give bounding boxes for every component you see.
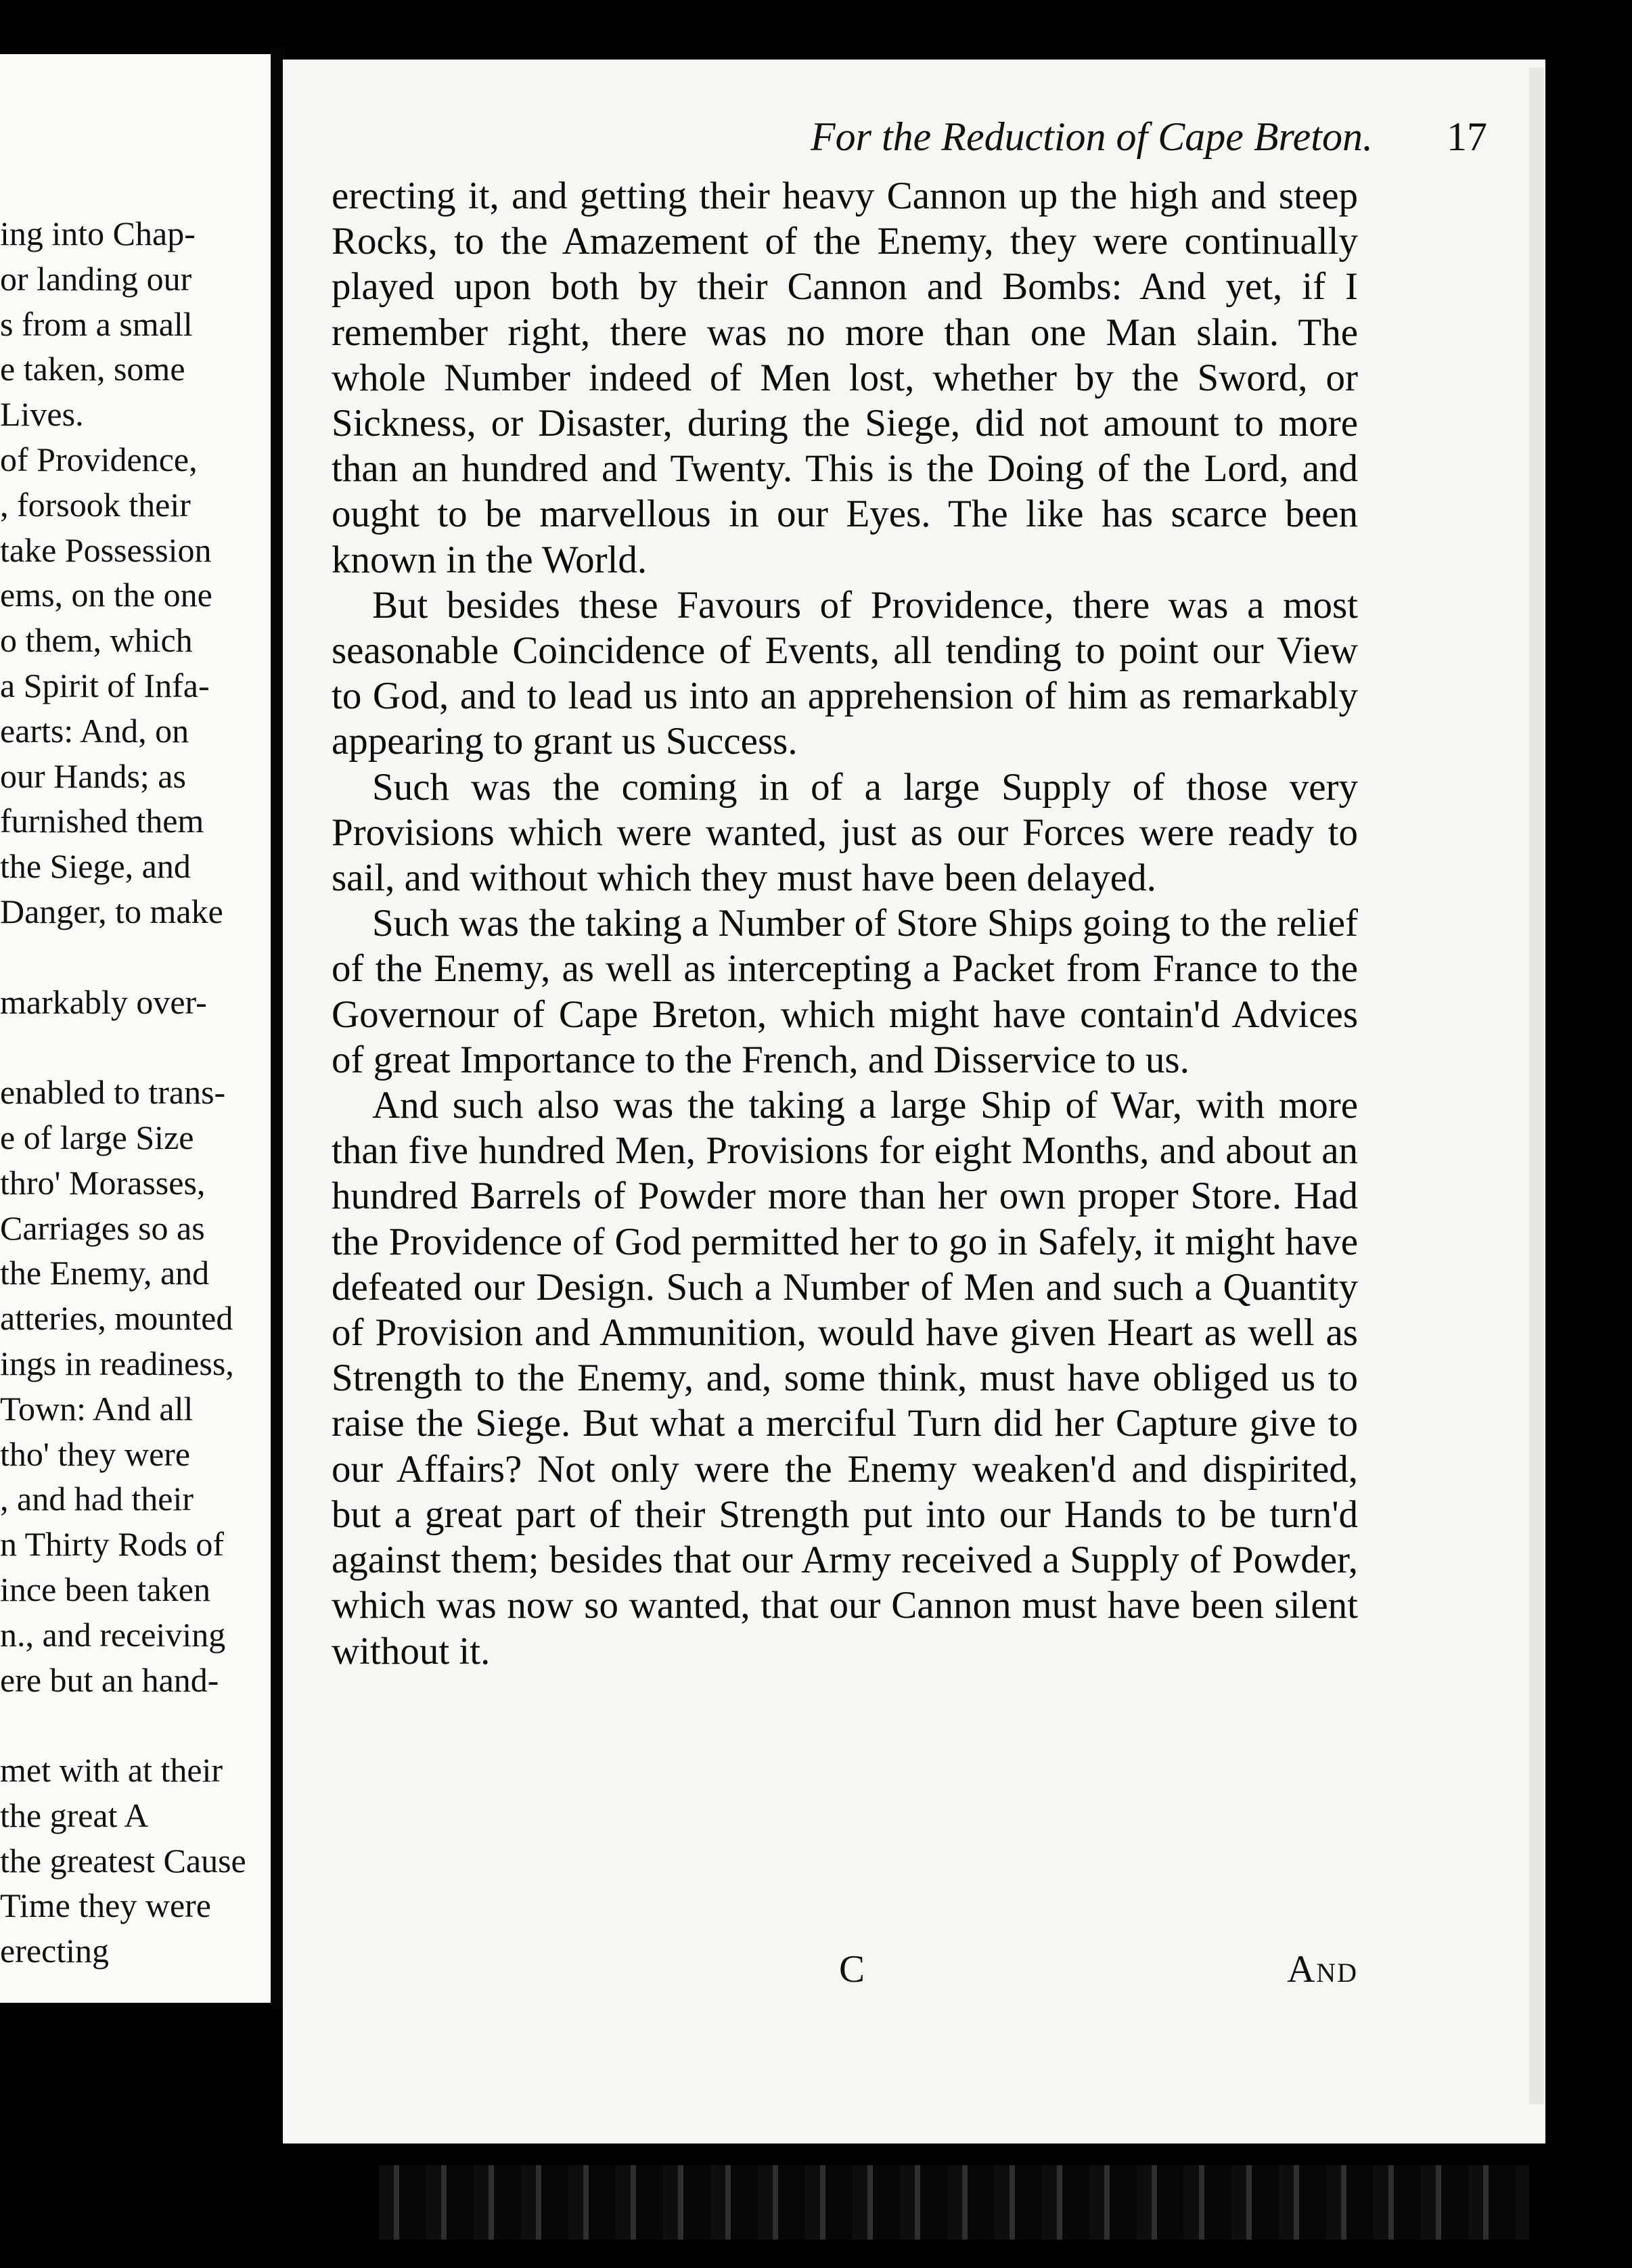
facing-page-line: ing into Chap- xyxy=(0,214,196,252)
facing-page-line: met with at their xyxy=(0,1751,223,1790)
facing-page-line: o them, which xyxy=(0,621,193,660)
page-footer xyxy=(332,1947,1358,2001)
facing-page-line: our Hands; as xyxy=(0,756,186,795)
facing-page-line: , forsook their xyxy=(0,485,191,524)
paragraph-3: Such was the coming in of a large Supply of those very Provisions which were wanted, just as our Forces were ready to sail, and without which they must have been delayed. xyxy=(332,765,1358,900)
facing-page-line: a Spirit of Infa- xyxy=(0,666,210,704)
facing-page-line: enabled to trans- xyxy=(0,1073,226,1112)
facing-page-line: the Enemy, and xyxy=(0,1254,210,1292)
body-text xyxy=(332,173,1358,1674)
facing-page-line: the great A xyxy=(0,1796,149,1834)
facing-page-line: Time they were xyxy=(0,1886,211,1925)
facing-page-line: of Providence, xyxy=(0,440,198,478)
facing-page-line: ems, on the one xyxy=(0,576,212,614)
facing-page-line: the Siege, and xyxy=(0,847,191,886)
facing-page-text xyxy=(0,211,271,1974)
facing-page-line: earts: And, on xyxy=(0,711,189,750)
facing-page-line: ere but an hand- xyxy=(0,1660,219,1699)
paragraph-1: erecting it, and getting their heavy Cannon up the high and steep Rocks, to the Amazement of the Enemy, they were continually played upon both by their Cannon and Bombs: And yet, if I remember right, there was no more than one Man slain. The whole Number indeed of Men lost, whether by the Sword, or Sickness, or Disaster, during the Siege, did not amount to more than an hundred and Twenty. This is the Doing of the Lord, and ought to be marvellous in our Eyes. The like has scarce been known in the World. xyxy=(332,175,1358,581)
facing-page-line: or landing our xyxy=(0,259,192,298)
facing-page-line: markably over- xyxy=(0,982,207,1021)
facing-page-line: e of large Size xyxy=(0,1118,194,1156)
facing-page-line: Lives. xyxy=(0,395,84,434)
catchword: And xyxy=(1287,1948,1358,1991)
facing-page-line: ince been taken xyxy=(0,1570,210,1608)
facing-page-line: s from a small xyxy=(0,304,193,343)
facing-page-line: tho' they were xyxy=(0,1434,191,1473)
page-number: 17 xyxy=(1447,114,1487,159)
paragraph-5: And such also was the taking a large Ship of War, with more than five hundred Men, Provisions for eight Months, and about an hundred Barrels of Powder more than her own proper Store. Had the Providence of God permitted her to go in Safely, it might have defeated our Design. Such a Number of Men and such a Quantity of Provision and Ammunition, would have given Heart as well as Strength to the Enemy, and, some think, must have obliged us to raise the Siege. But what a merciful Turn did her Capture give to our Affairs? Not only were the Enemy weaken'd and dispirited, but a great part of their Strength put into our Hands to be turn'd against them; besides that our Army received a Supply of Powder, which was now so wanted, that our Cannon must have been silent without it. xyxy=(332,1084,1358,1673)
facing-page-line: atteries, mounted xyxy=(0,1299,233,1338)
facing-page-line: e taken, some xyxy=(0,350,185,388)
facing-page-line: the greatest Cause xyxy=(0,1841,246,1880)
facing-page-fragment xyxy=(0,54,271,2003)
facing-page-line: ings in readiness, xyxy=(0,1344,234,1382)
binding-strip xyxy=(379,2165,1529,2240)
facing-page-line: n Thirty Rods of xyxy=(0,1525,225,1564)
signature-mark: C xyxy=(839,1948,865,1991)
facing-page-line: Carriages so as xyxy=(0,1208,205,1247)
paragraph-2: But besides these Favours of Providence, there was a most seasonable Coincidence of Events, all tending to point our View to God, and to lead us into an apprehension of him as remarkably appearing to grant us Success. xyxy=(332,583,1358,763)
facing-page-line xyxy=(0,1024,271,1070)
paragraph-4: Such was the taking a Number of Store Ships going to the relief of the Enemy, as well as intercepting a Packet from France to the Governour of Cape Breton, which might have contain'd Advices of great Importance to the French, and Disservice to us. xyxy=(332,902,1358,1081)
page-edge xyxy=(1529,68,1544,2104)
facing-page-line: thro' Morasses, xyxy=(0,1163,206,1202)
facing-page-line: Town: And all xyxy=(0,1389,194,1428)
facing-page-line: Danger, to make xyxy=(0,892,223,930)
facing-page-line: furnished them xyxy=(0,802,204,840)
facing-page-line: n., and receiving xyxy=(0,1615,226,1654)
facing-page-line: take Possession xyxy=(0,530,212,569)
facing-page-line xyxy=(0,1702,271,1748)
page xyxy=(283,60,1545,2144)
facing-page-line xyxy=(0,934,271,980)
facing-page-line: , and had their xyxy=(0,1480,194,1518)
running-head xyxy=(526,114,1487,168)
running-head-title: For the Reduction of Cape Breton. xyxy=(811,114,1373,159)
facing-page-line: erecting xyxy=(0,1932,110,1970)
